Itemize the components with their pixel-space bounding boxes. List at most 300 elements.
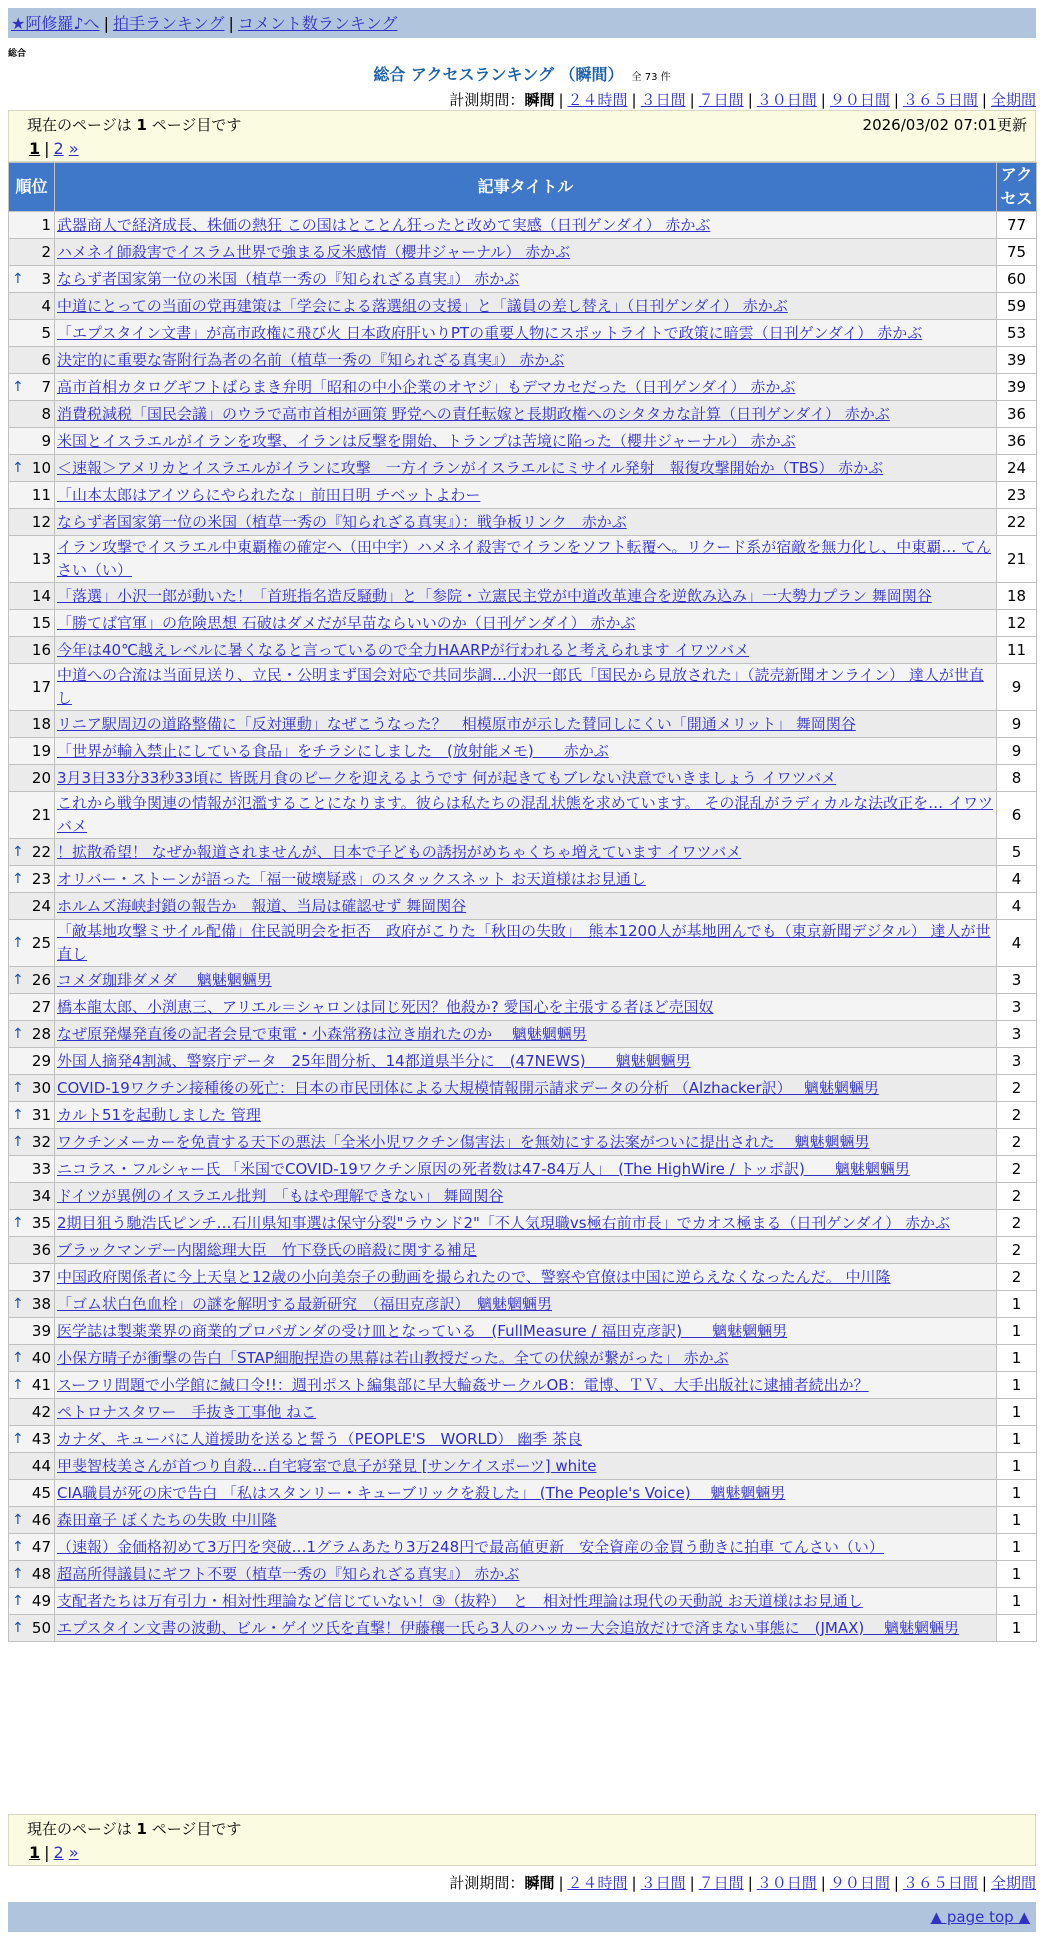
rank-up-arrow-icon: ↑ [12,1080,24,1096]
table-row [9,1318,1037,1345]
article-title-link[interactable]: 「山本太郎はアイツらにやられたな」前田日明 チベットよわー [57,485,481,504]
rank-number: 47 [31,1538,51,1556]
period-option-link[interactable]: ３日間 [640,91,686,109]
article-title-link[interactable]: 「世界が輸入禁止にしている食品」をチラシにしました (放射能メモ) 赤かぶ [57,741,609,760]
table-row [9,893,1037,920]
access-count: 2 [997,1102,1037,1129]
title-cell [55,1372,997,1399]
article-title-link[interactable]: 超高所得議員にギフト不要（植草一秀の『知られざる真実』） 赤かぶ [57,1564,520,1583]
access-count: 1 [997,1561,1037,1588]
article-title-link[interactable]: なぜ原発爆発直後の記者会見で東電・小森常務は泣き崩れたのか 魑魅魍魎男 [57,1024,587,1043]
article-title-link[interactable]: 2期目狙う馳浩氏ピンチ…石川県知事選は保守分裂"ラウンド2"「不人気現職vs極右前市長」でカオス極まる（日刊ゲンダイ） 赤かぶ [57,1213,951,1232]
access-count: 2 [997,1237,1037,1264]
article-title-link[interactable]: 米国とイスラエルがイランを攻撃、イランは反撃を開始、トランプは苦境に陥った（櫻井ジャーナル） 赤かぶ [57,431,796,450]
rank-number: 9 [41,432,51,450]
article-title-link[interactable]: ＜速報＞アメリカとイスラエルがイランに攻撃 一方イランがイスラエルにミサイル発射 報復攻撃開始か（TBS） 赤かぶ [57,458,884,477]
rank-cell [9,1075,55,1102]
period-separator: | [981,91,987,109]
page-info-box-bottom [8,1814,1036,1866]
table-row [9,1561,1037,1588]
table-row [9,1210,1037,1237]
table-row [9,1183,1037,1210]
title-cell [55,994,997,1021]
title-cell [55,738,997,765]
article-title-link[interactable]: ならず者国家第一位の米国（植草一秀の『知られざる真実』）：戦争板リンク 赤かぶ [57,512,627,531]
period-option-link[interactable]: ３日間 [640,1874,686,1892]
table-row [9,664,1037,711]
table-row [9,1237,1037,1264]
article-title-link[interactable]: スーフリ問題で小学館に緘口令!!：週刊ポスト編集部に早大輪姦サークルOB：電博、ＴＶ、大手出版社に逮捕者続出か？ [57,1375,869,1394]
rank-number: 43 [31,1430,51,1448]
article-title-link[interactable]: 「勝てば官軍」の危険思想 石破はダメだが早苗ならいいのか（日刊ゲンダイ） 赤かぶ [57,613,636,632]
article-title-link[interactable]: 武器商人で経済成長、株価の熱狂 この国はとことん狂ったと改めて実感（日刊ゲンダイ） 赤かぶ [57,215,711,234]
table-row [9,1480,1037,1507]
title-cell [55,664,997,711]
page-info-box [8,110,1036,162]
table-row [9,266,1037,293]
rank-cell [9,583,55,610]
rank-up-arrow-icon: ↑ [12,1296,24,1312]
period-option-link[interactable]: ７日間 [698,91,744,109]
page-current: 1 [29,1843,41,1862]
rank-number: 46 [31,1511,51,1529]
rank-number: 44 [31,1457,51,1475]
table-row [9,374,1037,401]
title-cell [55,1345,997,1372]
period-option-link[interactable]: ３６５日間 [902,1874,978,1892]
article-title-link[interactable]: （速報）金価格初めて3万円を突破…1グラムあたり3万248円で最高値更新 安全資産の金買う動きに拍車 てんさい（い） [57,1537,884,1556]
article-title-link[interactable]: 医学誌は製薬業界の商業的プロパガンダの受け皿となっている (FullMeasure / 福田克彦訳) 魑魅魍魎男 [57,1321,788,1340]
access-count: 22 [997,509,1037,536]
rank-cell [9,1345,55,1372]
table-row [9,765,1037,792]
rank-number: 50 [31,1619,51,1637]
rank-number: 7 [41,378,51,396]
table-row [9,637,1037,664]
rank-cell [9,428,55,455]
title-cell [55,1264,997,1291]
table-row [9,1075,1037,1102]
period-separator: | [689,1874,695,1892]
current-page-text: 現在のページは 1 ページ目です [27,1820,242,1838]
table-row [9,1534,1037,1561]
rank-number: 27 [31,998,51,1016]
rank-cell [9,347,55,374]
table-row [9,1129,1037,1156]
rank-number: 3 [41,270,51,288]
article-title-link[interactable]: ワクチンメーカーを免責する天下の悪法「全米小児ワクチン傷害法」を無効にする法案がついに提出された 魑魅魍魎男 [57,1132,870,1151]
title-cell [55,1480,997,1507]
article-title-link[interactable]: エプスタイン文書の波動、ビル・ゲイツ氏を直撃！伊藤穰一氏ら3人のハッカー大会追放だけで済まない事態に (JMAX) 魑魅魍魎男 [57,1618,959,1637]
rank-cell [9,1534,55,1561]
column-header-rank: 順位 [9,163,55,212]
bottom-bar [8,1902,1036,1932]
title-cell [55,711,997,738]
rank-up-arrow-icon: ↑ [12,1512,24,1528]
article-title-link[interactable]: ハメネイ師殺害でイスラム世界で強まる反米感情（櫻井ジャーナル） 赤かぶ [57,242,571,261]
rank-number: 49 [31,1592,51,1610]
nav-separator: | [228,14,234,33]
rank-number: 28 [31,1025,51,1043]
rank-number: 26 [31,971,51,989]
rank-cell [9,266,55,293]
article-title-link[interactable]: 外国人摘発4割減、警察庁データ 25年間分析、14都道県半分に (47NEWS) 魑魅魍魎男 [57,1051,691,1070]
rank-cell [9,1615,55,1642]
title-cell [55,1534,997,1561]
title-cell [55,765,997,792]
article-title-link[interactable]: 中道にとっての当面の党再建策は「学会による落選組の支援」と「議員の差し替え」（日刊ゲンダイ） 赤かぶ [57,296,788,315]
rank-cell [9,1021,55,1048]
rank-number: 6 [41,351,51,369]
access-count: 2 [997,1156,1037,1183]
title-cell [55,1021,997,1048]
article-title-link[interactable]: オリバー・ストーンが語った「福一破壊疑惑」のスタックスネット お天道様はお見通し [57,869,646,888]
rank-cell [9,374,55,401]
table-row [9,792,1037,839]
article-title-link[interactable]: 小保方晴子が衝撃の告白「STAP細胞捏造の黒幕は若山教授だった。全ての伏線が繋がった」 赤かぶ [57,1348,729,1367]
article-title-link[interactable]: ドイツが異例のイスラエル批判 「もはや理解できない」 舞岡関谷 [57,1186,504,1205]
article-title-link[interactable]: 消費税減税「国民会議」のウラで高市首相が画策 野党への責任転嫁と長期政権へのシタタカな計算（日刊ゲンダイ） 赤かぶ [57,404,890,423]
rank-up-arrow-icon: ↑ [12,972,24,988]
article-title-link[interactable]: COVID-19ワクチン接種後の死亡：日本の市民団体による大規模情報開示請求データの分析 （Alzhacker訳） 魑魅魍魎男 [57,1078,879,1097]
period-separator: | [689,91,695,109]
rank-up-arrow-icon: ↑ [12,1593,24,1609]
article-title-link[interactable]: 「落選」小沢一郎が動いた！「首班指名造反騒動」と「参院・立憲民主党が中道改革連合を逆飲み込み」一大勢力プラン 舞岡関谷 [57,586,932,605]
rank-cell [9,1561,55,1588]
table-row [9,401,1037,428]
table-row [9,320,1037,347]
table-row [9,610,1037,637]
title-cell [55,347,997,374]
title-cell [55,536,997,583]
rank-cell [9,839,55,866]
article-title-link[interactable]: ニコラス・フルシャー氏 「米国でCOVID-19ワクチン原因の死者数は47-84万人」 (The HighWire / トッポ訳) 魑魅魍魎男 [57,1159,910,1178]
rank-cell [9,1183,55,1210]
article-title-link[interactable]: 中国政府関係者に今上天皇と12歳の小向美奈子の動画を撮られたので、警察や官僚は中国に逆らえなくなったんだ。 中川隆 [57,1267,891,1286]
title-cell [55,839,997,866]
article-title-link[interactable]: 「エプスタイン文書」が高市政権に飛び火 日本政府肝いりPTの重要人物にスポットライトで政策に暗雲（日刊ゲンダイ） 赤かぶ [57,323,923,342]
title-cell [55,239,997,266]
article-title-link[interactable]: これから戦争関連の情報が氾濫することになります。彼らは私たちの混乱状態を求めています。 その混乱がラディカルな法改正を… イワツバメ [57,794,993,835]
title-cell [55,1183,997,1210]
rank-cell [9,893,55,920]
period-option-link[interactable]: ２４時間 [567,91,628,109]
period-option-link[interactable]: 全期間 [990,1874,1036,1892]
rank-number: 42 [31,1403,51,1421]
rank-up-arrow-icon: ↑ [12,1026,24,1042]
title-cell [55,374,997,401]
table-row [9,711,1037,738]
table-header-row [9,163,1037,212]
rank-number: 13 [31,550,51,568]
title-cell [55,610,997,637]
rank-cell [9,1507,55,1534]
period-label: 計測期間： [449,91,525,109]
rank-cell [9,920,55,967]
access-count: 18 [997,583,1037,610]
rank-cell [9,1156,55,1183]
table-row [9,1345,1037,1372]
rank-cell [9,1426,55,1453]
rank-cell [9,765,55,792]
column-header-access: アクセス [997,163,1037,212]
rank-number: 40 [31,1349,51,1367]
rank-cell [9,1237,55,1264]
period-separator: | [893,1874,899,1892]
access-count: 1 [997,1399,1037,1426]
table-row [9,455,1037,482]
table-row [9,967,1037,994]
rank-number: 23 [31,870,51,888]
access-count: 1 [997,1453,1037,1480]
rank-number: 10 [31,459,51,477]
rank-up-arrow-icon: ↑ [12,1134,24,1150]
title-cell [55,967,997,994]
table-row [9,239,1037,266]
rank-cell [9,637,55,664]
article-title-link[interactable]: ！拡散希望！ なぜか報道されませんが、日本で子どもの誘拐がめちゃくちゃ増えています イワツバメ [57,842,742,861]
rank-up-arrow-icon: ↑ [12,460,24,476]
access-count: 3 [997,967,1037,994]
article-title-link[interactable]: 今年は40℃越えレベルに暑くなると言っているので全力HAARPが行われると考えられます イワツバメ [57,640,750,659]
title-cell [55,1075,997,1102]
access-count: 36 [997,428,1037,455]
rank-cell [9,455,55,482]
rank-number: 4 [41,297,51,315]
period-option-link[interactable]: ７日間 [698,1874,744,1892]
access-count: 11 [997,637,1037,664]
article-title-link[interactable]: 支配者たちは万有引力・相対性理論など信じていない！③（抜粋） と 相対性理論は現代の天動説 お天道様はお見通し [57,1591,863,1610]
rank-up-arrow-icon: ↑ [12,1377,24,1393]
access-count: 12 [997,610,1037,637]
pagination [29,1843,79,1862]
article-title-link[interactable]: 「ゴム状白色血栓」の謎を解明する最新研究 （福田克彦訳） 魑魅魍魎男 [57,1294,553,1313]
ranking-table [8,162,1037,1642]
period-option-link[interactable]: 全期間 [990,91,1036,109]
access-count: 1 [997,1318,1037,1345]
title-cell [55,1156,997,1183]
article-title-link[interactable]: ならず者国家第一位の米国（植草一秀の『知られざる真実』） 赤かぶ [57,269,520,288]
table-row [9,738,1037,765]
article-title-link[interactable]: 橋本龍太郎、小渕恵三、アリエル＝シャロンは同じ死因？他殺か? 愛国心を主張する者ほど売国奴 [57,997,714,1016]
rank-number: 48 [31,1565,51,1583]
rank-up-arrow-icon: ↑ [12,1620,24,1636]
rank-number: 25 [31,934,51,952]
table-row [9,994,1037,1021]
page-top-link[interactable]: ▲ page top ▲ [930,1908,1030,1926]
title-cell [55,1048,997,1075]
access-count: 24 [997,455,1037,482]
comment-ranking-link[interactable]: コメント数ランキング [237,14,398,33]
nav-separator: | [103,14,109,33]
table-row [9,1588,1037,1615]
table-row [9,583,1037,610]
period-separator: | [893,91,899,109]
page-link[interactable]: 2 [53,1843,64,1862]
period-option-link[interactable]: ２４時間 [567,1874,628,1892]
rank-number: 12 [31,513,51,531]
rank-cell [9,967,55,994]
article-title-link[interactable]: リニア駅周辺の道路整備に「反対運動」なぜこうなった？ 相模原市が示した賛同しにくい「開通メリット」 舞岡関谷 [57,714,856,733]
access-count: 21 [997,536,1037,583]
access-count: 1 [997,1507,1037,1534]
rank-cell [9,509,55,536]
title-cell [55,320,997,347]
title-cell [55,637,997,664]
article-title-link[interactable]: ホルムズ海峡封鎖の報告か 報道、当局は確認せず 舞岡関谷 [57,896,467,915]
clap-ranking-link[interactable]: 拍手ランキング [112,14,225,33]
next-page-link[interactable]: » [68,1843,79,1862]
rank-number: 41 [31,1376,51,1394]
title-cell [55,428,997,455]
article-title-link[interactable]: 中道への合流は当面見送り、立民・公明まず国会対応で共同歩調…小沢一郎氏「国民から見放された」（読売新聞オンライン） 達人が世直し [57,666,984,707]
article-title-link[interactable]: カナダ、キューバに人道援助を送ると誓う（PEOPLE'S WORLD） 幽季 茶良 [57,1429,582,1448]
article-title-link[interactable]: カルト51を起動しました 管理 [57,1105,261,1124]
period-current: 瞬間 [524,91,555,109]
title-cell [55,1237,997,1264]
page-separator: | [44,139,50,158]
table-row [9,1264,1037,1291]
rank-number: 15 [31,614,51,632]
rank-number: 8 [41,405,51,423]
access-count: 8 [997,765,1037,792]
access-count: 2 [997,1129,1037,1156]
table-row [9,347,1037,374]
table-row [9,1372,1037,1399]
rank-cell [9,1453,55,1480]
access-count: 1 [997,1291,1037,1318]
rank-number: 45 [31,1484,51,1502]
rank-up-arrow-icon: ↑ [12,1215,24,1231]
title-cell [55,293,997,320]
article-title-link[interactable]: 決定的に重要な寄附行為者の名前（植草一秀の『知られざる真実』） 赤かぶ [57,350,565,369]
rank-cell [9,994,55,1021]
rank-number: 19 [31,742,51,760]
title-cell [55,266,997,293]
access-count: 2 [997,1183,1037,1210]
period-current: 瞬間 [524,1874,555,1892]
rank-number: 33 [31,1160,51,1178]
rank-cell [9,1264,55,1291]
access-count: 6 [997,792,1037,839]
home-link[interactable]: ★阿修羅♪へ [11,14,100,33]
rank-cell [9,866,55,893]
access-count: 1 [997,1426,1037,1453]
rank-number: 2 [41,243,51,261]
rank-number: 30 [31,1079,51,1097]
ranking-title: 総合 アクセスランキング （瞬間） [373,65,624,84]
period-separator: | [820,1874,826,1892]
rank-number: 22 [31,843,51,861]
category-label: 総合 [8,49,27,59]
access-count: 2 [997,1264,1037,1291]
table-row [9,428,1037,455]
table-row [9,1021,1037,1048]
article-title-link[interactable]: CIA職員が死の床で告白 「私はスタンリー・キューブリックを殺した」 (The People's Voice) 魑魅魍魎男 [57,1483,786,1502]
article-title-link[interactable]: イラン攻撃でイスラエル中東覇権の確定へ（田中宇）ハメネイ殺害でイランをソフト転覆へ。リクード系が宿敵を無力化し、中東覇… てんさい（い） [57,538,992,579]
period-separator: | [981,1874,987,1892]
rank-number: 31 [31,1106,51,1124]
access-count: 4 [997,893,1037,920]
article-title-link[interactable]: 森田童子 ぼくたちの失敗 中川隆 [57,1510,277,1529]
period-separator: | [631,91,637,109]
period-separator: | [631,1874,637,1892]
access-count: 1 [997,1345,1037,1372]
access-count: 9 [997,738,1037,765]
rank-number: 17 [31,678,51,696]
access-count: 5 [997,839,1037,866]
period-separator: | [820,91,826,109]
rank-number: 38 [31,1295,51,1313]
rank-number: 32 [31,1133,51,1151]
article-title-link[interactable]: ペトロナスタワー 手抜き工事他 ねこ [57,1402,317,1421]
access-count: 2 [997,1210,1037,1237]
period-option-link[interactable]: ３０日間 [756,91,817,109]
access-count: 1 [997,1372,1037,1399]
rank-up-arrow-icon: ↑ [12,1431,24,1447]
next-page-link[interactable]: » [68,139,79,158]
title-cell [55,792,997,839]
period-separator: | [747,91,753,109]
article-title-link[interactable]: ブラックマンデー内閣総理大臣 竹下登氏の暗殺に関する補足 [57,1240,477,1259]
rank-cell [9,320,55,347]
table-row [9,1426,1037,1453]
page-link[interactable]: 2 [53,139,64,158]
access-count: 1 [997,1615,1037,1642]
article-title-link[interactable]: 「敵基地攻撃ミサイル配備」住民説明会を拒否 政府がこりた「秋田の失敗」 熊本1200人が基地囲んでも（東京新聞デジタル） 達人が世直し [57,922,991,963]
period-option-link[interactable]: ９０日間 [829,91,890,109]
rank-number: 35 [31,1214,51,1232]
period-separator: | [747,1874,753,1892]
rank-up-arrow-icon: ↑ [12,844,24,860]
rank-number: 5 [41,324,51,342]
access-count: 1 [997,1534,1037,1561]
rank-number: 11 [31,486,51,504]
article-title-link[interactable]: 甲斐智枝美さんが首つり自殺…自宅寝室で息子が発見 [サンケイスポーツ] white [57,1456,597,1475]
access-count: 53 [997,320,1037,347]
title-cell [55,583,997,610]
title-cell [55,401,997,428]
period-option-link[interactable]: ３６５日間 [902,91,978,109]
title-cell [55,1426,997,1453]
access-count: 3 [997,1048,1037,1075]
period-separator: | [558,91,564,109]
rank-up-arrow-icon: ↑ [12,379,24,395]
access-count: 1 [997,1588,1037,1615]
table-row [9,1615,1037,1642]
article-title-link[interactable]: 高市首相カタログギフトばらまき弁明「昭和の中小企業のオヤジ」もデマカセだった（日刊ゲンダイ） 赤かぶ [57,377,796,396]
rank-number: 14 [31,587,51,605]
table-row [9,212,1037,239]
title-cell [55,1507,997,1534]
table-row [9,509,1037,536]
table-row [9,1507,1037,1534]
rank-number: 16 [31,641,51,659]
period-option-link[interactable]: ９０日間 [829,1874,890,1892]
rank-up-arrow-icon: ↑ [12,1107,24,1123]
access-count: 9 [997,711,1037,738]
period-separator: | [558,1874,564,1892]
table-row [9,482,1037,509]
rank-cell [9,482,55,509]
period-selector-bottom [449,1872,1036,1893]
column-header-title: 記事タイトル [55,163,997,212]
article-title-link[interactable]: コメダ珈琲ダメダ 魑魅魍魎男 [57,970,272,989]
rank-up-arrow-icon: ↑ [12,1566,24,1582]
title-cell [55,1399,997,1426]
article-title-link[interactable]: 3月3日33分33秒33頃に 皆既月食のピークを迎えるようです 何が起きてもブレない決意でいきましょう イワツバメ [57,768,837,787]
period-option-link[interactable]: ３０日間 [756,1874,817,1892]
